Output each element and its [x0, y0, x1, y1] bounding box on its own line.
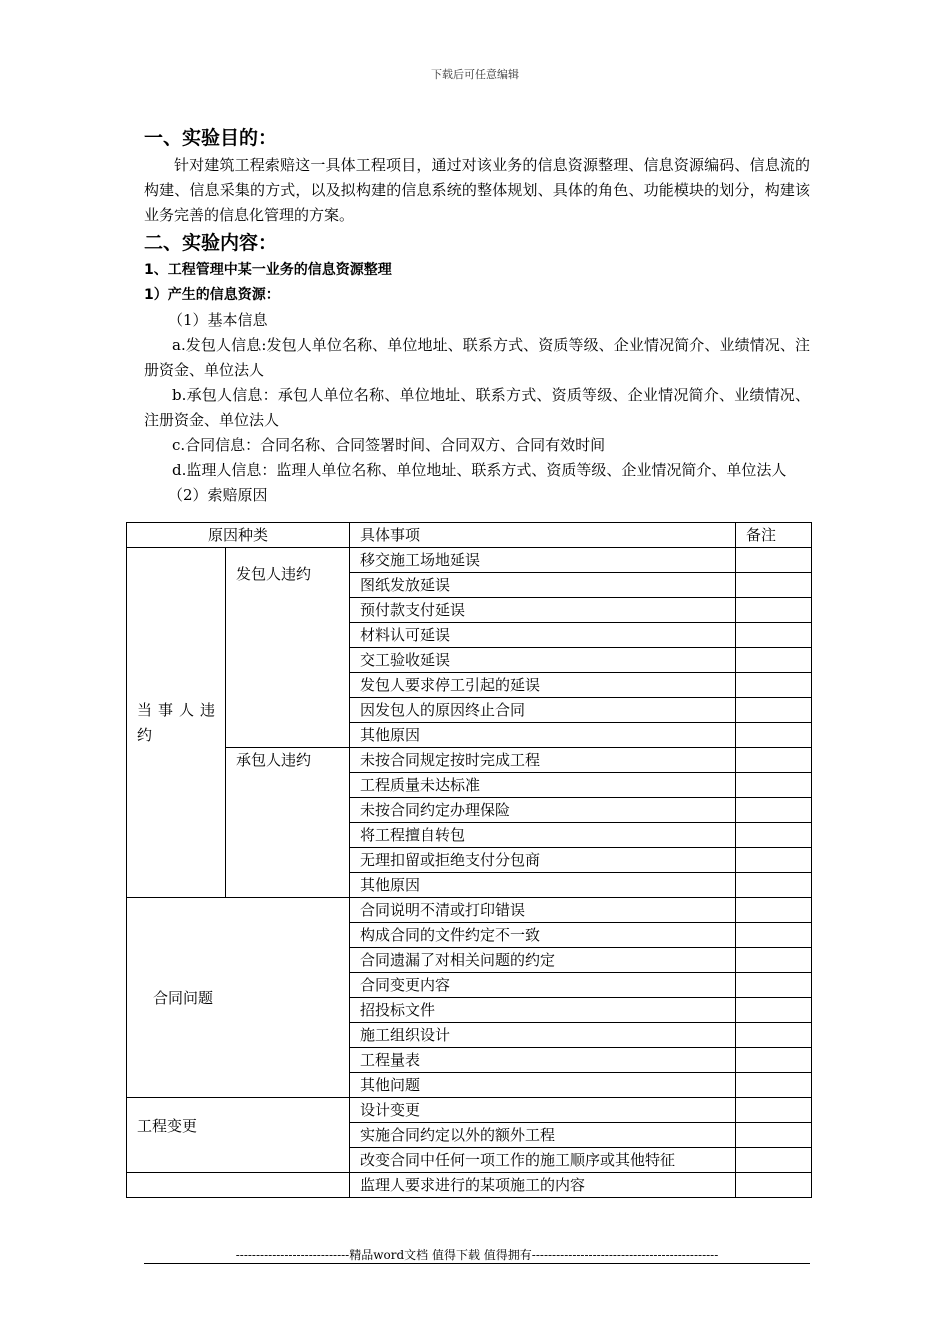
item-cell: 工程量表	[350, 1048, 736, 1073]
note-cell	[736, 773, 812, 798]
item-cell: 监理人要求进行的某项施工的内容	[350, 1173, 736, 1198]
footer-divider	[144, 1263, 810, 1264]
note-cell	[736, 1148, 812, 1173]
table-row	[127, 1098, 812, 1123]
contract-issue-cell: 合同问题	[127, 898, 350, 1098]
note-cell	[736, 673, 812, 698]
page-footer: ----------------------------精品word文档 值得下载 值得拥有----------------------------------------------	[235, 1248, 719, 1262]
item-cell: 发包人要求停工引起的延误	[350, 673, 736, 698]
note-cell	[736, 973, 812, 998]
table-row	[127, 898, 812, 923]
note-cell	[736, 948, 812, 973]
item-cell: 其他原因	[350, 873, 736, 898]
empty-category-cell	[127, 1173, 350, 1198]
item-cell: 未按合同约定办理保险	[350, 798, 736, 823]
note-cell	[736, 698, 812, 723]
party-breach-cell	[127, 548, 226, 898]
table-header-row	[127, 523, 812, 548]
item-cell: 图纸发放延误	[350, 573, 736, 598]
item-cell: 合同说明不清或打印错误	[350, 898, 736, 923]
note-cell	[736, 598, 812, 623]
item-cell: 施工组织设计	[350, 1023, 736, 1048]
employer-info: a.发包人信息:发包人单位名称、单位地址、联系方式、资质等级、企业情况简介、业绩情况、注册资金、单位法人	[144, 336, 810, 379]
note-cell	[736, 748, 812, 773]
note-cell	[736, 623, 812, 648]
contract-info: c.合同信息：合同名称、合同签署时间、合同双方、合同有效时间	[172, 436, 606, 454]
item-cell: 实施合同约定以外的额外工程	[350, 1123, 736, 1148]
note-cell	[736, 848, 812, 873]
item-cell: 未按合同规定按时完成工程	[350, 748, 736, 773]
claim-reason-title: （2）索赔原因	[168, 486, 268, 504]
section1-title: 一、实验目的：	[144, 127, 278, 149]
item-cell: 合同变更内容	[350, 973, 736, 998]
change-cell: 工程变更	[127, 1098, 350, 1173]
note-cell	[736, 823, 812, 848]
page-header: 下载后可任意编辑	[431, 68, 519, 81]
header-category: 原因种类	[127, 523, 350, 548]
note-cell	[736, 648, 812, 673]
claim-reasons-table	[126, 522, 812, 1198]
item-cell: 将工程擅自转包	[350, 823, 736, 848]
item-cell: 移交施工场地延误	[350, 548, 736, 573]
subsection-1: 1、工程管理中某一业务的信息资源整理	[144, 262, 392, 278]
note-cell	[736, 548, 812, 573]
item-cell: 合同遗漏了对相关问题的约定	[350, 948, 736, 973]
item-cell: 无理扣留或拒绝支付分包商	[350, 848, 736, 873]
item-cell: 因发包人的原因终止合同	[350, 698, 736, 723]
supervisor-info: d.监理人信息：监理人单位名称、单位地址、联系方式、资质等级、企业情况简介、单位法人	[172, 461, 787, 479]
note-cell	[736, 898, 812, 923]
item-cell: 设计变更	[350, 1098, 736, 1123]
note-cell	[736, 873, 812, 898]
header-item: 具体事项	[350, 523, 736, 548]
note-cell	[736, 1123, 812, 1148]
note-cell	[736, 998, 812, 1023]
note-cell	[736, 1073, 812, 1098]
section2-title: 二、实验内容：	[144, 232, 278, 254]
table-row	[127, 548, 812, 573]
note-cell	[736, 923, 812, 948]
item-cell: 构成合同的文件约定不一致	[350, 923, 736, 948]
party-breach-label: 当事人违约	[137, 700, 222, 744]
table-row	[127, 1173, 812, 1198]
item-cell: 改变合同中任何一项工作的施工顺序或其他特征	[350, 1148, 736, 1173]
table-row	[127, 748, 812, 773]
basic-info-title: （1）基本信息	[168, 311, 268, 329]
item-cell: 预付款支付延误	[350, 598, 736, 623]
section1-text: 针对建筑工程索赔这一具体工程项目，通过对该业务的信息资源整理、信息资源编码、信息流的构建、信息采集的方式，以及拟构建的信息系统的整体规划、具体的角色、功能模块的划分，构建该业务完善的信息化管理的方案。	[144, 156, 810, 224]
note-cell	[736, 1048, 812, 1073]
contractor-breach-cell: 承包人违约	[226, 748, 350, 898]
item-cell: 交工验收延误	[350, 648, 736, 673]
item-cell: 材料认可延误	[350, 623, 736, 648]
employer-breach-cell: 发包人违约	[226, 548, 350, 748]
note-cell	[736, 1023, 812, 1048]
note-cell	[736, 798, 812, 823]
document-body	[144, 123, 810, 508]
header-note: 备注	[736, 523, 812, 548]
contractor-info: b.承包人信息：承包人单位名称、单位地址、联系方式、资质等级、企业情况简介、业绩情况、注册资金、单位法人	[144, 386, 810, 429]
note-cell	[736, 1173, 812, 1198]
item-cell: 其他问题	[350, 1073, 736, 1098]
item-cell: 招投标文件	[350, 998, 736, 1023]
note-cell	[736, 573, 812, 598]
item-cell: 其他原因	[350, 723, 736, 748]
note-cell	[736, 723, 812, 748]
note-cell	[736, 1098, 812, 1123]
subsection-1-1: 1）产生的信息资源：	[144, 287, 280, 303]
item-cell: 工程质量未达标准	[350, 773, 736, 798]
